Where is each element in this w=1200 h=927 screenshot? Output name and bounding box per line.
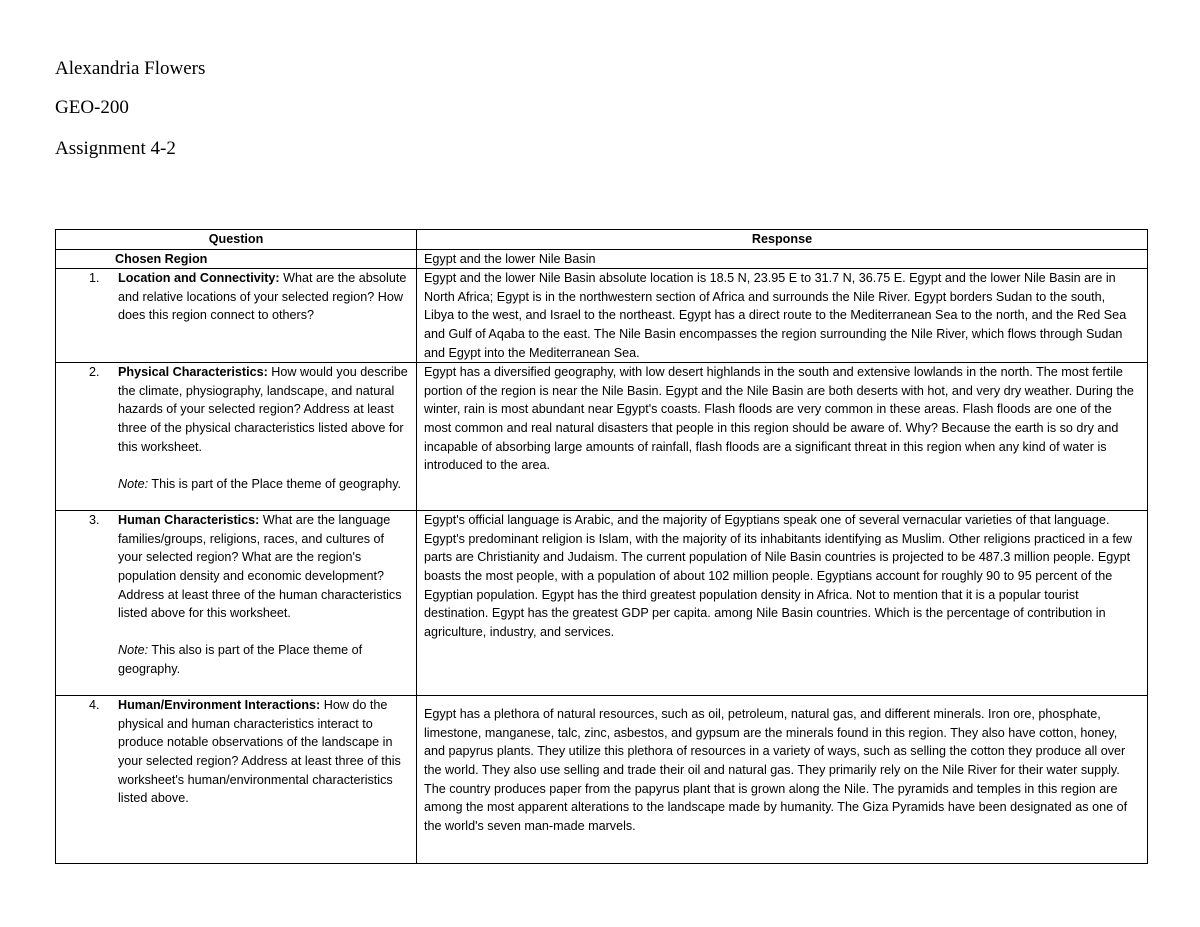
question-number: 1. [89, 271, 100, 286]
response-cell [417, 269, 1148, 363]
question-number: 3. [89, 513, 100, 528]
response-text: Egypt's official language is Arabic, and the majority of Egyptians speak one of several vernacular varieties of that language. Egypt's predominant religion is Islam, with the majority of its inhabitants identifying as Muslim. Other religions practiced in a few parts are Christianity and Judaism. The current population of Nile Basin countries is projected to be 487.3 million people. Egypt boasts the most people, with a population of about 102 million people. Egyptians account for roughly 90 to 95 percent of the Egyptian population. Egypt has the third greatest population density in Africa. Not to mention that it is a popular tourist destination. Egypt has the greatest GDP per capita. among Nile Basin countries. Which is the percentage of contribution in agriculture, industry, and services. [424, 513, 1132, 639]
question-text: How would you describe the climate, physiography, landscape, and natural hazards of your selected region? Address at least three of the physical characteristics listed above for this worksheet. [118, 365, 408, 454]
question-text: What are the language families/groups, religions, races, and cultures of your selected region? What are the region's population density and economic development? Address at least three of the human characteristics listed above for this worksheet. [118, 513, 402, 621]
assignment-title: Assignment 4-2 [55, 138, 176, 159]
question-cell [56, 696, 417, 864]
response-text: Egypt has a diversified geography, with low desert highlands in the south and extensive lowlands in the north. The most fertile portion of the region is near the Nile Basin. Egypt and the Nile Basin are both deserts with hot, and very dry weather. During the winter, rain is most abundant near Egypt's coasts. Flash floods are very common in these areas. Flash floods are one of the most common and real natural disasters that people in this region should be aware of. Why? Because the earth is so dry and incapable of absorbing large amounts of rainfall, flash floods are a significant threat in this region when any kind of water is introduced to the area. [424, 365, 1134, 473]
chosen-region-value: Egypt and the lower Nile Basin [417, 249, 1148, 269]
question-cell [56, 269, 417, 363]
question-cell [56, 511, 417, 696]
question-number: 4. [89, 698, 100, 713]
table-header-row [56, 230, 1148, 250]
column-header-question: Question [56, 230, 417, 250]
question-text: What are the absolute and relative locations of your selected region? How does this region connect to others? [118, 271, 407, 323]
author-name: Alexandria Flowers [55, 58, 206, 79]
question-title: Human Characteristics: [118, 513, 260, 528]
response-cell [417, 363, 1148, 511]
response-text: Egypt and the lower Nile Basin absolute location is 18.5 N, 23.95 E to 31.7 N, 36.75 E. Egypt and the lower Nile Basin are in North Africa; Egypt is in the northwestern section of Africa and surrounds the Nile River. Egypt borders Sudan to the south, Libya to the west, and Israel to the northeast. Egypt has a direct route to the Mediterranean Sea to the north, and the Red Sea and Gulf of Aqaba to the east. The Nile Basin encompasses the region surrounding the Nile River, which flows through Sudan and Egypt into the Mediterranean Sea. [424, 271, 1127, 360]
table-row [56, 696, 1148, 864]
note-label: Note: [118, 476, 149, 491]
question-text: How do the physical and human characteristics interact to produce notable observations of the landscape in your selected region? Address at least three of this worksheet's human/environmental characteristics listed above. [118, 698, 401, 806]
note-text: This also is part of the Place theme of geography. [118, 643, 363, 676]
question-title: Location and Connectivity: [118, 271, 280, 286]
table-row [56, 511, 1148, 696]
note-text: This is part of the Place theme of geography. [148, 476, 402, 491]
question-number: 2. [89, 365, 100, 380]
note-label: Note: [118, 643, 149, 658]
course-code: GEO-200 [55, 97, 129, 118]
worksheet-table [55, 229, 1148, 864]
table-row [56, 269, 1148, 363]
chosen-region-row [56, 249, 1148, 269]
response-cell [417, 696, 1148, 864]
table-row [56, 363, 1148, 511]
response-cell [417, 511, 1148, 696]
question-title: Human/Environment Interactions: [118, 698, 321, 713]
question-title: Physical Characteristics: [118, 365, 268, 380]
column-header-response: Response [417, 230, 1148, 250]
question-cell [56, 363, 417, 511]
chosen-region-label: Chosen Region [56, 249, 417, 269]
response-text: Egypt has a plethora of natural resources, such as oil, petroleum, natural gas, and different minerals. Iron ore, phosphate, limestone, manganese, talc, zinc, asbestos, and gypsum are the minerals found in this region. They also have cotton, honey, and papyrus plants. They utilize this plethora of resources in a variety of ways, such as selling the cotton they produce all over the world. They also use selling and trade their oil and natural gas. They primarily rely on the Nile River for their water supply. The country produces paper from the papyrus plant that is grown along the Nile. The pyramids and temples in this region are among the most apparent alterations to the landscape made by humanity. The Giza Pyramids have been designated as one of the world's seven man-made marvels. [424, 707, 1128, 833]
